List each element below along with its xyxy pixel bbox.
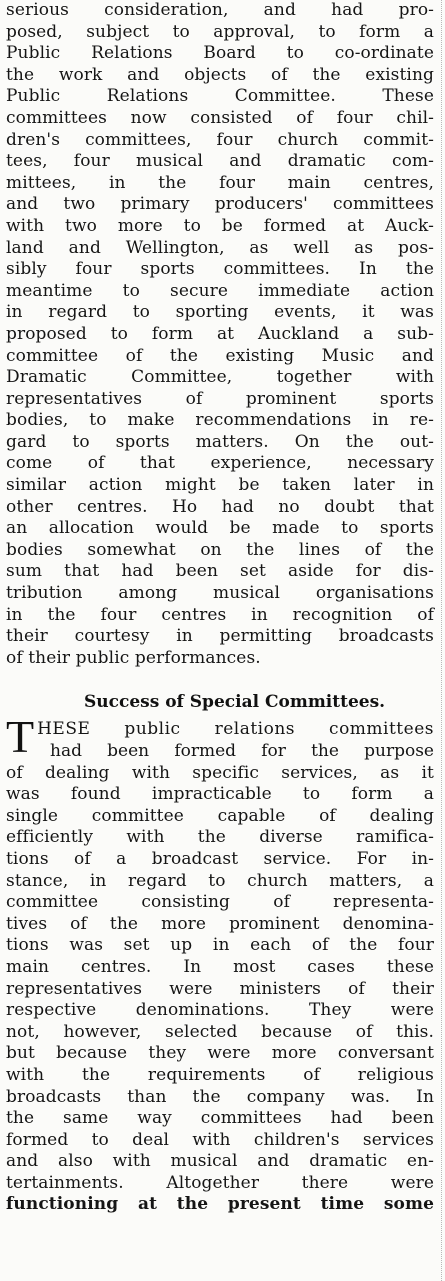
text-line: of their public performances. <box>6 647 261 668</box>
text-line: main centres. In most cases these <box>6 956 434 977</box>
text-line: similar action might be taken later in <box>6 475 434 496</box>
text-line: bodies, to make recommendations in re- <box>6 410 434 431</box>
text-line: gard to sports matters. On the out- <box>6 431 434 452</box>
text-line: but because they were more conversant <box>6 1043 434 1064</box>
text-line: with two more to be formed at Auck- <box>6 215 434 236</box>
text-line: with the requirements of religious <box>6 1064 434 1085</box>
text-line: representatives of prominent sports <box>6 388 434 409</box>
text-line: single committee capable of dealing <box>6 805 434 826</box>
text-line: other centres. Ho had no doubt that <box>6 496 434 517</box>
text-line: functioning at the present time some <box>6 1194 434 1215</box>
text-line: HESE public relations committees <box>37 719 434 740</box>
text-line: an allocation would be made to sports <box>6 518 434 539</box>
text-line: meantime to secure immediate action <box>6 280 434 301</box>
column-rule <box>441 0 442 1281</box>
text-line: the same way committees had been <box>6 1108 434 1129</box>
dropcap-letter: T <box>6 711 35 763</box>
text-line: tertainments. Altogether there were <box>6 1172 434 1193</box>
text-line: tives of the more prominent denomina- <box>6 913 434 934</box>
text-line: representatives were ministers of their <box>6 978 434 999</box>
text-line: tions was set up in each of the four <box>6 935 434 956</box>
text-line: not, however, selected because of this. <box>6 1021 434 1042</box>
text-line: their courtesy in permitting broadcasts <box>6 626 434 647</box>
text-line: respective denominations. They were <box>6 1000 434 1021</box>
text-line: of dealing with specific services, as it <box>6 762 434 783</box>
text-line: sum that had been set aside for dis- <box>6 561 434 582</box>
text-line: committee of the existing Music and <box>6 345 434 366</box>
text-line: land and Wellington, as well as pos- <box>6 237 434 258</box>
text-line: in the four centres in recognition of <box>6 604 434 625</box>
text-line: had been formed for the purpose <box>50 741 434 761</box>
text-line: tribution among musical organisations <box>6 583 434 604</box>
text-line: committees now consisted of four chil- <box>6 107 434 128</box>
text-line: in regard to sporting events, it was <box>6 302 434 323</box>
text-line: mittees, in the four main centres, <box>6 172 434 193</box>
article-column <box>6 0 434 1216</box>
text-line: come of that experience, necessary <box>6 453 434 474</box>
text-line: posed, subject to approval, to form a <box>6 21 434 42</box>
text-line: efficiently with the diverse ramifica- <box>6 827 434 848</box>
text-line: sibly four sports committees. In the <box>6 259 434 280</box>
section-heading: Success of Special Committees. <box>84 692 386 713</box>
text-line: tees, four musical and dramatic com- <box>6 151 434 172</box>
text-line: was found impracticable to form a <box>6 784 434 805</box>
text-line: broadcasts than the company was. In <box>6 1086 434 1107</box>
text-line: Dramatic Committee, together with <box>6 367 434 388</box>
text-line: proposed to form at Auckland a sub- <box>6 323 434 344</box>
text-line: and two primary producers' committees <box>6 194 434 215</box>
paragraph-board-proposal <box>6 0 434 669</box>
dropcap-block <box>6 711 434 763</box>
text-line: the work and objects of the existing <box>6 64 434 85</box>
text-line: dren's committees, four church commit- <box>6 129 434 150</box>
text-line: committee consisting of representa- <box>6 892 434 913</box>
text-line: and also with musical and dramatic en- <box>6 1151 434 1172</box>
text-line: Public Relations Committee. These <box>6 86 434 107</box>
text-line: Public Relations Board to co-ordinate <box>6 43 434 64</box>
text-line: tions of a broadcast service. For in- <box>6 848 434 869</box>
text-line: stance, in regard to church matters, a <box>6 870 434 891</box>
text-line: serious consideration, and had pro- <box>6 0 434 20</box>
text-line: formed to deal with children's services <box>6 1129 434 1150</box>
text-line: bodies somewhat on the lines of the <box>6 539 434 560</box>
paragraph-special-committees <box>6 711 434 1216</box>
